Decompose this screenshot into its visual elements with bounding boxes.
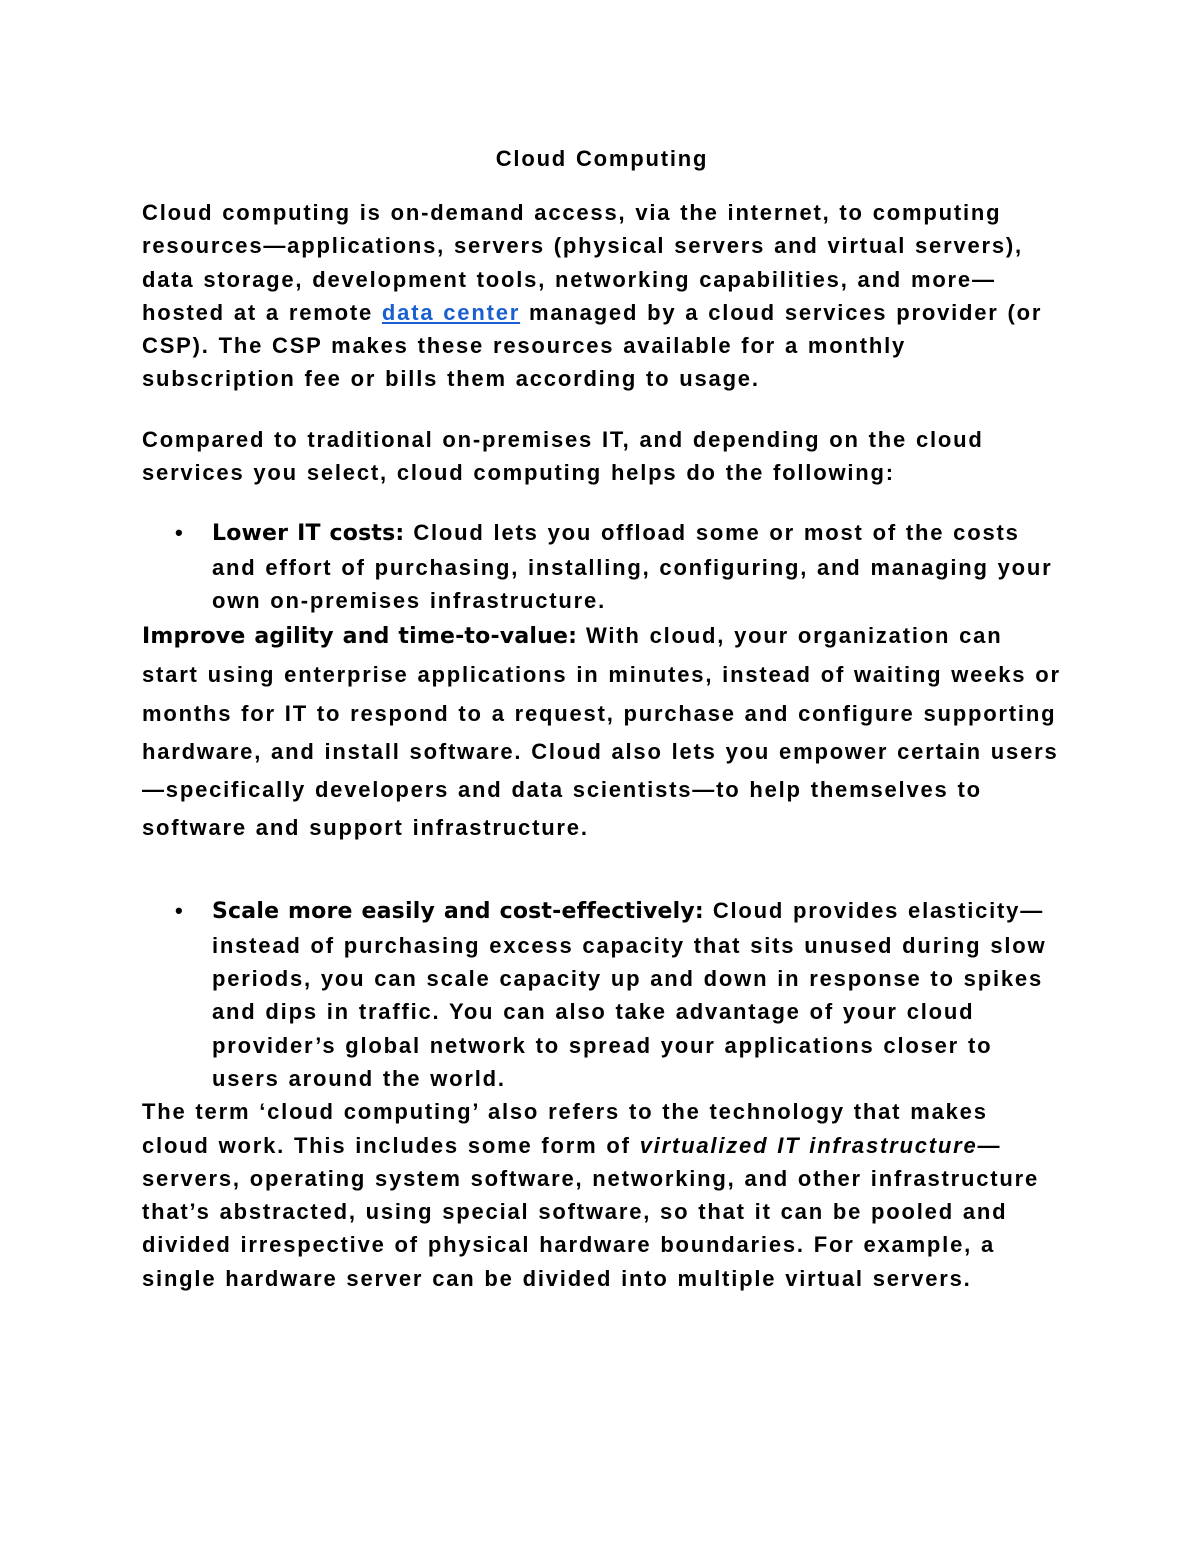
- compared-paragraph: Compared to traditional on-premises IT, and depending on the cloud services you select, cloud computing helps do the following:: [142, 426, 984, 486]
- term-text-after-em: —servers, operating system software, networking, and other infrastructure that’s abstracted, using special software, so that it can be pooled and divided irrespective of physical hardware boundaries. For example, a single hardware server can be divided into multiple virtual servers.: [142, 1132, 1040, 1291]
- virtualized-infrastructure-emphasis: virtualized IT infrastructure: [639, 1132, 978, 1158]
- intro-text-after-link: managed by a cloud services provider (or CSP). The CSP makes these resources available for a monthly subscription fee or bills them according to usage.: [142, 299, 1043, 392]
- scale-text: Cloud provides elasticity—instead of purchasing excess capacity that sits unused during slow periods, you can scale capacity up and down in response to spikes and dips in traffic. You can also take advantage of your cloud provider’s global network to spread your applications closer to users around the world.: [212, 898, 1047, 1091]
- document-page: [142, 142, 1062, 1295]
- agility-text: With cloud, your organization can start using enterprise applications in minutes, instead of waiting weeks or months for IT to respond to a request, purchase and configure supporting hardware, and install software. Cloud also lets you empower certain users—specifically developers and data scientists—to help themselves to software and support infrastructure.: [142, 623, 1061, 841]
- bullet-icon: •: [175, 898, 185, 924]
- data-center-link[interactable]: data center: [381, 299, 521, 325]
- intro-paragraph: [142, 196, 1062, 396]
- list-item-scale: [142, 894, 1062, 1095]
- lower-costs-text: Cloud lets you offload some or most of the costs and effort of purchasing, installing, configuring, and managing your own on-premises infrastructure.: [212, 520, 1053, 613]
- document-title: Cloud Computing: [495, 146, 709, 171]
- term-paragraph: [142, 1095, 1062, 1295]
- intro-text-before-link: Cloud computing is on-demand access, via the internet, to computing resources—applications, servers (physical servers and virtual servers), data storage, development tools, networking capabilities, and more—hosted at a remote: [142, 200, 1023, 325]
- agility-paragraph: [142, 617, 1062, 847]
- scale-lead: Scale more easily and cost-effectively:: [212, 899, 704, 925]
- benefits-list-lower-costs: [142, 516, 1062, 617]
- agility-lead: Improve agility and time-to-value:: [142, 624, 578, 650]
- lower-costs-lead: Lower IT costs:: [212, 521, 405, 547]
- benefits-list-scale: [142, 894, 1062, 1095]
- list-item-lower-costs: [142, 516, 1062, 617]
- bullet-icon: •: [175, 520, 185, 546]
- term-text-before-em: The term ‘cloud computing’ also refers to the technology that makes cloud work. This includes some form of: [142, 1099, 988, 1158]
